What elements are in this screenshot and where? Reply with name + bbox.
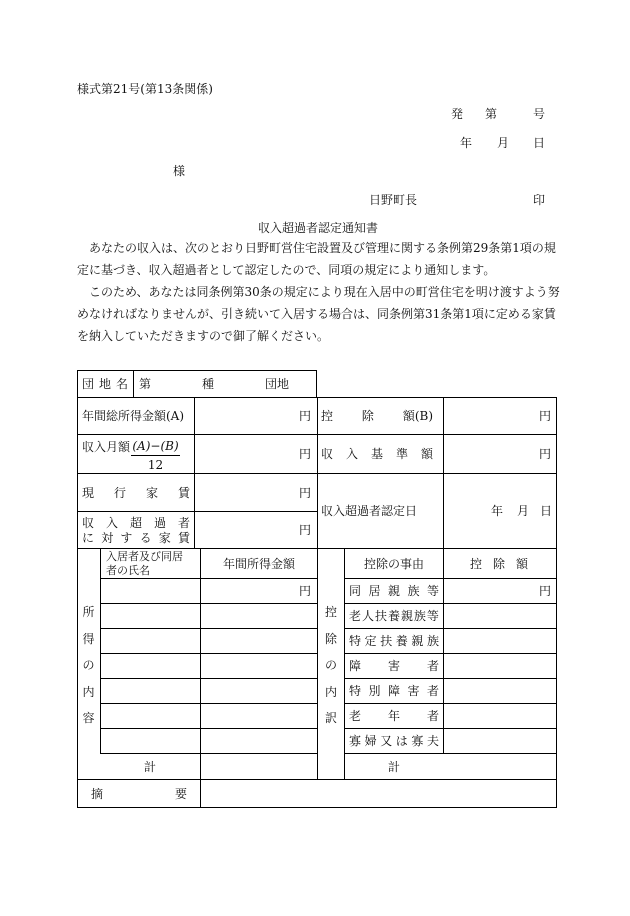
deduction-reason-disabled: 障 害 者 (349, 659, 439, 673)
certification-date-year: 年 (491, 504, 504, 518)
resident-name-header-line1: 入居者及び同居 (106, 550, 183, 563)
housing-complex-name-label: 団 地 名 (82, 377, 128, 391)
annual-income-label: 年間総所得金額(A) (82, 409, 185, 423)
addressee-suffix: 様 (173, 164, 186, 178)
deduction-detail-label: 控 除 の 内 訳 (324, 605, 337, 725)
certification-date-label: 収入超過者認定日 (321, 504, 418, 518)
deduction-reason-specified-dependents: 特 定 扶 養 親 族 (349, 634, 439, 648)
deduction-reason-elderly-dependents: 老 人 扶 養 親 族 等 (349, 609, 439, 623)
income-standard-yen: 円 (538, 447, 551, 461)
housing-complex-name-value: 第 種 団地 (139, 377, 289, 391)
deduction-reason-widow-widower: 寡 婦 又 は 寡 夫 (349, 734, 439, 748)
resident-name-header-line2: 者の氏名 (106, 564, 150, 577)
seal-mark: 印 (533, 193, 546, 207)
formula-denominator: 12 (147, 458, 164, 472)
annual-income-yen-row1: 円 (298, 584, 311, 598)
deduction-total-label: 計 (387, 759, 400, 774)
body-paragraph-2: このため、あなたは同条例第30条の規定により現在入居中の町営住宅を明け渡すよう努 めなければなりませんが、引き続いて入居する場合は、同条例第31条第1項に定める家賃 を納入していただきますので御了解ください。 (77, 285, 560, 343)
deduction-reason-dependents: 同 居 親 族 等 (349, 584, 439, 598)
deduction-amount-yen-row1: 円 (538, 584, 551, 598)
deduction-amount-label: 控 除 額(B) (321, 409, 433, 423)
deduction-reason-header: 控除の事由 (363, 556, 424, 571)
monthly-income-label: 収入月額 (82, 440, 131, 454)
excess-rent-label-line2: に 対 す る 家 賃 (82, 531, 190, 545)
summary-label: 摘 要 (91, 786, 187, 801)
deduction-amount-yen: 円 (538, 409, 551, 423)
excess-rent-label-line1: 収 入 超 過 者 (82, 516, 190, 530)
deduction-amount-header: 控 除 額 (470, 556, 528, 571)
monthly-income-yen: 円 (298, 447, 311, 461)
certification-date-day: 日 (540, 504, 553, 518)
form-number: 様式第21号(第13条関係) (77, 82, 213, 96)
annual-income-header: 年間所得金額 (222, 556, 295, 571)
issuer-name: 日野町長 (369, 193, 418, 207)
certification-form-table (77, 0, 560, 916)
document-title: 収入超過者認定通知書 (258, 221, 379, 235)
annual-income-yen: 円 (298, 409, 311, 423)
formula-numerator: (A)−(B) (132, 439, 179, 453)
income-detail-label: 所 得 の 内 容 (82, 605, 95, 725)
certification-date-month: 月 (517, 504, 530, 518)
page: 様式第21号(第13条関係) 発 第 号 年 月 日 様 日野町長 印 収入超過者認定通知書 あなたの収入は、次のとおり日野町営住宅設置及び管理に関する条例第29条第1項の規 定に基づき、収入超過者として認定したので、同項の規定により通知します。 このため、あなたは同条例第30条の規定により現在入居中の町営住宅を明け渡すよう努 めなければなりませんが、引き続いて入居する場合は、同条例第31条第1項に定める家賃 を納入していただきますので御了解ください。 団 地 名 第 種 団地 年間総所得金額(A) 円 控 除 額(B) 円 収入月額 (A)−(B) 12 円 収 入 基 準 額 円 現 行 家 賃 円 収入超過者認定日 年 月 日 収 入 超 過 者 に 対 す る 家 賃 円 所 得 の 内 容 入居者及び同居 者の氏名 年間所得金額 円 控 除 の 内 訳 控除の事由 控 除 額 同 居 親 族 等 円 老 人 扶 養 親 族 等 特 定 扶 養 親 族 障 害 者 特 別 障 害 者 老 年 者 寡 婦 又 は 寡 夫 計 計 摘 要 (0, 0, 630, 916)
deduction-reason-special-disabled: 特 別 障 害 者 (349, 684, 439, 698)
body-paragraph-1: あなたの収入は、次のとおり日野町営住宅設置及び管理に関する条例第29条第1項の規 定に基づき、収入超過者として認定したので、同項の規定により通知します。 (77, 241, 556, 277)
current-rent-label: 現 行 家 賃 (82, 485, 190, 500)
income-standard-label: 収 入 基 準 額 (321, 447, 433, 461)
excess-rent-yen: 円 (298, 523, 311, 537)
current-rent-yen: 円 (298, 485, 311, 500)
income-total-label: 計 (143, 759, 156, 774)
deduction-reason-elderly: 老 年 者 (349, 709, 439, 723)
